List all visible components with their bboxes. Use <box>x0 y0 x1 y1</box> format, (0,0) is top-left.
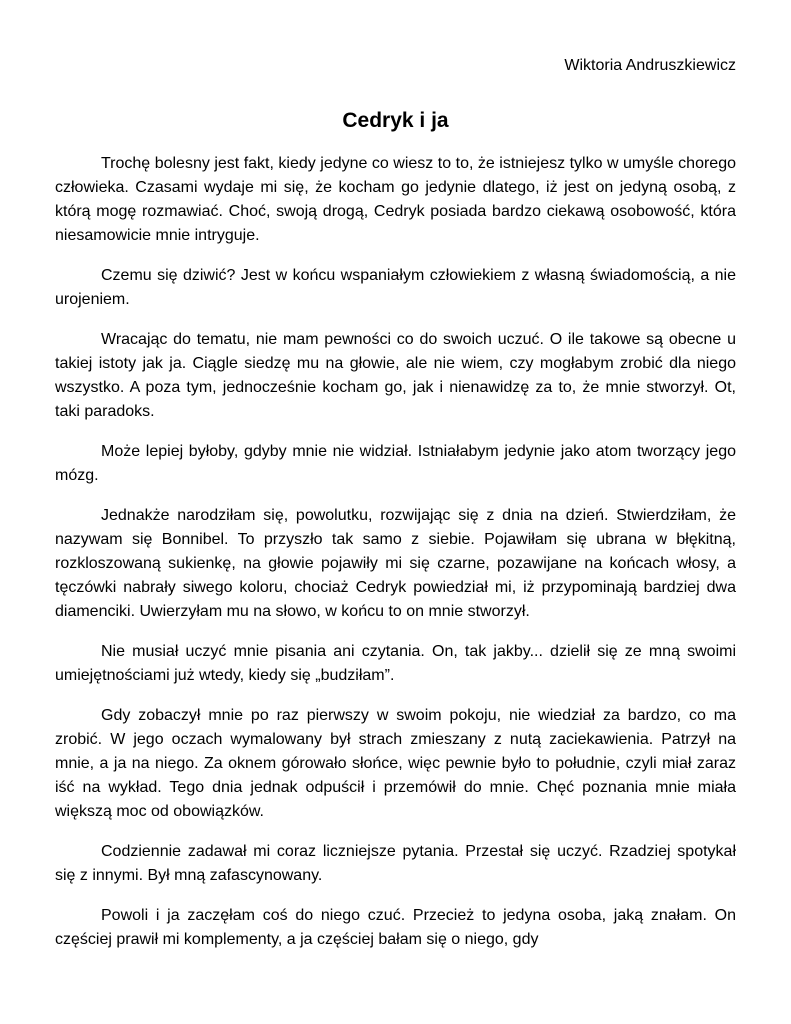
document-title: Cedryk i ja <box>342 109 449 132</box>
paragraph-3: Wracając do tematu, nie mam pewności co do swoich uczuć. O ile takowe są obecne u takiej istoty jak ja. Ciągle siedzę mu na głowie, ale nie wiem, czy mogłabym zrobić dla niego wszystko. A poza tym, jednocześnie kocham go, jak i nienawidzę za to, że mnie stworzył. Ot, taki paradoks. <box>55 331 736 420</box>
paragraph-1: Trochę bolesny jest fakt, kiedy jedyne co wiesz to to, że istniejesz tylko w umyśle chorego człowieka. Czasami wydaje mi się, że kocham go jedynie dlatego, iż jest on jedyną osobą, z którą mogę rozmawiać. Choć, swoją drogą, Cedryk posiada bardzo ciekawą osobowość, która niesamowicie mnie intryguje. <box>55 155 736 244</box>
paragraph-7: Gdy zobaczył mnie po raz pierwszy w swoim pokoju, nie wiedział za bardzo, co ma zrobić. W jego oczach wymalowany był strach zmieszany z nutą zaciekawienia. Patrzył na mnie, a ja na niego. Za oknem górowało słońce, więc pewnie było to południe, czyli miał zaraz iść na wykład. Tego dnia jednak odpuścił i przemówił do mnie. Chęć poznania mnie miała większą moc od obowiązków. <box>55 707 736 820</box>
paragraph-6: Nie musiał uczyć mnie pisania ani czytania. On, tak jakby... dzielił się ze mną swoimi umiejętnościami już wtedy, kiedy się „budziłam”. <box>55 643 736 684</box>
author-name: Wiktoria Andruszkiewicz <box>564 57 736 74</box>
document-body <box>55 152 736 968</box>
paragraph-8: Codziennie zadawał mi coraz liczniejsze pytania. Przestał się uczyć. Rzadziej spotykał się z innymi. Był mną zafascynowany. <box>55 843 736 884</box>
paragraph-4: Może lepiej byłoby, gdyby mnie nie widział. Istniałabym jedynie jako atom tworzący jego mózg. <box>55 443 736 484</box>
paragraph-5: Jednakże narodziłam się, powolutku, rozwijając się z dnia na dzień. Stwierdziłam, że nazywam się Bonnibel. To przyszło tak samo z siebie. Pojawiłam się ubrana w błękitną, rozkloszowaną sukienkę, na głowie pojawiły mi się czarne, pozawijane na końcach włosy, a tęczówki nabrały siwego koloru, chociaż Cedryk powiedział mi, iż przypominają bardziej dwa diamenciki. Uwierzyłam mu na słowo, w końcu to on mnie stworzył. <box>55 507 736 620</box>
paragraph-2: Czemu się dziwić? Jest w końcu wspaniałym człowiekiem z własną świadomością, a nie urojeniem. <box>55 267 736 308</box>
paragraph-9: Powoli i ja zaczęłam coś do niego czuć. Przecież to jedyna osoba, jaką znałam. On częściej prawił mi komplementy, a ja częściej bałam się o niego, gdy <box>55 907 736 948</box>
